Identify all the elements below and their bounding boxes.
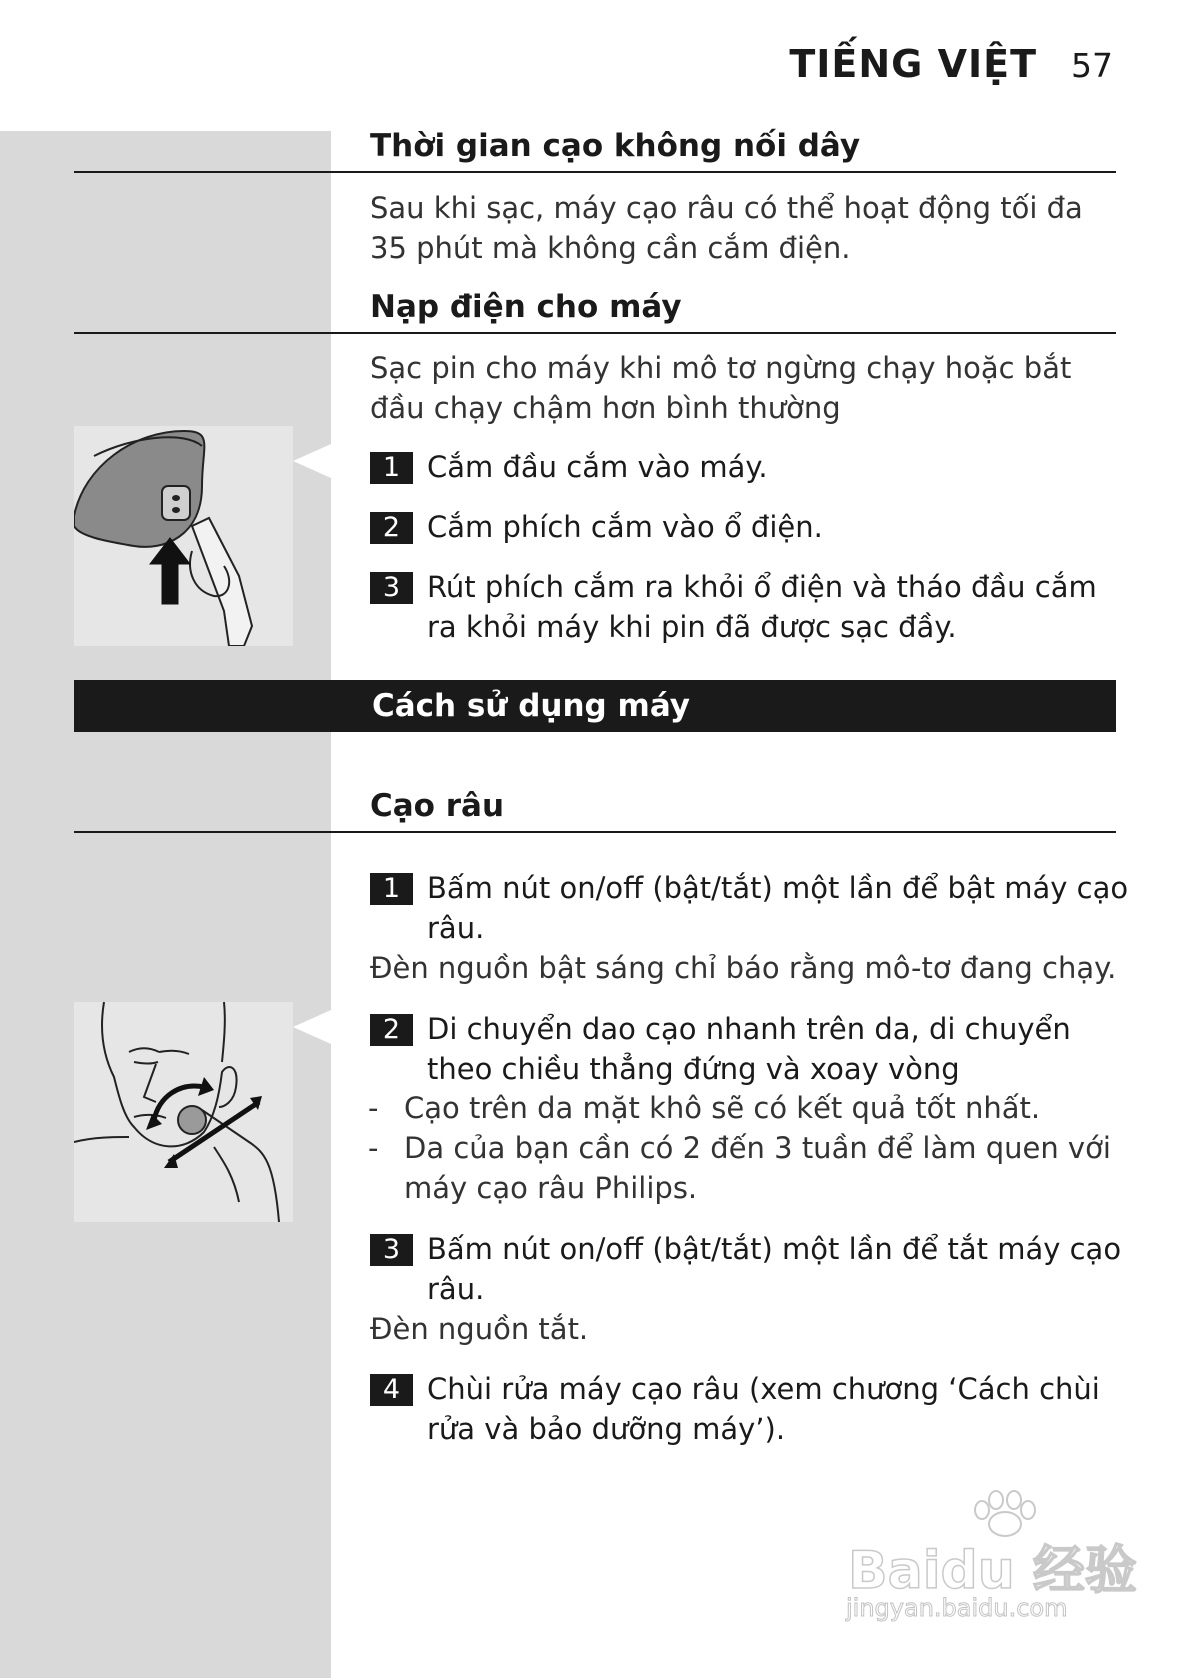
page-header [789,42,1113,86]
cordless-heading: Thời gian cạo không nối dây [370,128,861,164]
step-text: Di chuyển dao cạo nhanh trên da, di chuyển theo chiều thẳng đứng và xoay vòng [427,1012,1071,1086]
shaving-bullet-2 [368,1128,1128,1208]
page-number: 57 [1071,46,1113,85]
charging-step-1 [370,447,1130,487]
step-number: 3 [370,572,413,604]
charging-heading: Nạp điện cho máy [370,289,682,325]
gray-sidebar [0,131,331,1678]
step-number: 4 [370,1374,413,1406]
shaving-step-1 [370,868,1130,948]
step-text: Bấm nút on/off (bật/tắt) một lần để tắt máy cạo râu. [427,1232,1122,1306]
watermark-brand: Baidu 经验 [848,1541,1137,1601]
usage-banner-title: Cách sử dụng máy [372,688,691,724]
shaving-step-4 [370,1369,1130,1449]
step-number: 3 [370,1234,413,1266]
shaving-step-1-note: Đèn nguồn bật sáng chỉ báo rằng mô-tơ đang chạy. [370,951,1117,985]
step-number: 2 [370,512,413,544]
usage-banner [74,680,1116,732]
charging-illustration [74,426,293,646]
charging-text: Sạc pin cho máy khi mô tơ ngừng chạy hoặc bắt đầu chạy chậm hơn bình thường [370,351,1072,425]
step-text: Bấm nút on/off (bật/tắt) một lần để bật máy cạo râu. [427,871,1129,945]
step-text: Rút phích cắm ra khỏi ổ điện và tháo đầu cắm ra khỏi máy khi pin đã được sạc đầy. [427,570,1097,644]
cordless-rule [74,171,1116,173]
step-text: Cắm phích cắm vào ổ điện. [427,510,823,544]
step-number: 1 [370,452,413,484]
bullet-text: Cạo trên da mặt khô sẽ có kết quả tốt nhất. [404,1091,1041,1125]
callout-pointer [293,444,331,478]
shaving-rule [74,831,1116,833]
callout-pointer [293,1010,331,1044]
bullet-text: Da của bạn cần có 2 đến 3 tuần để làm quen với máy cạo râu Philips. [404,1131,1111,1205]
shaving-step-3 [370,1229,1130,1309]
charging-rule [74,332,1116,334]
charging-step-3 [370,567,1130,647]
charging-step-2 [370,507,1130,547]
shaving-step-3-note: Đèn nguồn tắt. [370,1312,589,1346]
shaving-step-2 [370,1009,1130,1089]
language-title: TIẾNG VIỆT [789,42,1037,86]
step-number: 2 [370,1014,413,1046]
shaver-plug-drawing [74,426,293,646]
bullet-dash: - [368,1131,379,1165]
bullet-dash: - [368,1091,379,1125]
man-shaving-drawing [74,1002,293,1222]
shaving-heading: Cạo râu [370,788,505,824]
step-text: Cắm đầu cắm vào máy. [427,450,768,484]
shaving-illustration [74,1002,293,1222]
step-text: Chùi rửa máy cạo râu (xem chương ‘Cách chùi rửa và bảo dưỡng máy’). [427,1372,1100,1446]
step-number: 1 [370,873,413,905]
cordless-text: Sau khi sạc, máy cạo râu có thể hoạt động tối đa 35 phút mà không cần cắm điện. [370,191,1083,265]
baidu-watermark [840,1490,1140,1630]
watermark-url: jingyan.baidu.com [846,1594,1068,1622]
shaving-bullet-1 [368,1088,1128,1128]
